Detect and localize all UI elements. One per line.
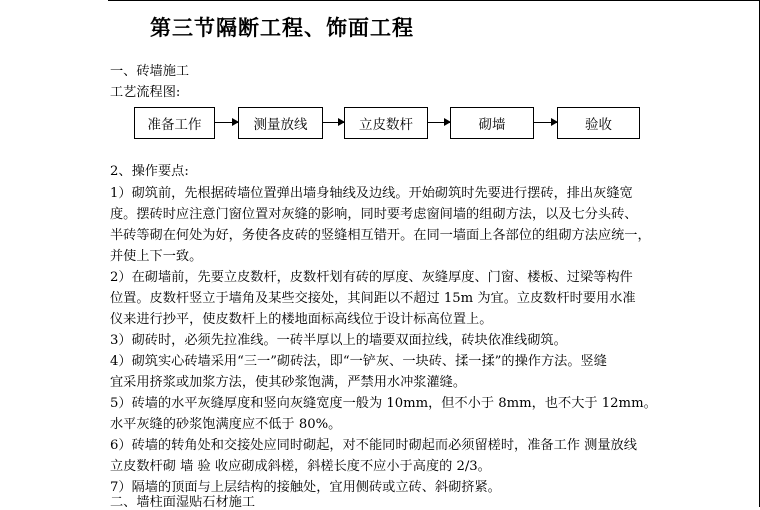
flow-chart-label: 工艺流程图: [110, 85, 181, 100]
flow-step-acceptance: 验收 [557, 107, 640, 139]
flow-arrow [534, 122, 557, 123]
text-line: 立皮数杆砌 墙 验 收应砌成斜槎，斜槎长度不应小于高度的 2/3。 [110, 459, 491, 474]
text-line: 6）砖墙的转角处和交接处应同时砌起，对不能同时砌起而必须留槎时，准备工作 测量放线 [110, 438, 637, 453]
section-heading-brick-wall: 一、砖墙施工 [110, 64, 190, 79]
text-line: 水平灰缝的砂浆饱满度应不低于 80%。 [110, 417, 342, 432]
text-line: 半砖等砌在何处为好，务使各皮砖的竖缝相互错开。在同一墙面上各部位的组砌方法应统一， [110, 228, 651, 243]
text-line: 1）砌筑前，先根据砖墙位置弹出墙身轴线及边线。开始砌筑时先要进行摆砖，排出灰缝宽 [110, 186, 633, 201]
text-line: 7）隔墙的顶面与上层结构的接触处，宜用侧砖或立砖、斜砌挤紧。 [110, 480, 501, 495]
text-line: 仪来进行抄平，使皮数杆上的楼地面标高线位于设计标高位置上。 [110, 312, 493, 327]
text-line: 5）砖墙的水平灰缝厚度和竖向灰缝宽度一般为 10mm，但不小于 8mm，也不大于 12mm。 [110, 396, 657, 411]
text-line: 2、操作要点: [110, 164, 189, 179]
flow-arrow [323, 122, 344, 123]
text-line: 度。摆砖时应注意门窗位置对灰缝的影响，同时要考虑窗间墙的组砌方法，以及七分头砖、 [110, 207, 638, 222]
text-line: 3）砌砖时，必须先拉准线。一砖半厚以上的墙要双面拉线，砖块依准线砌筑。 [110, 333, 567, 348]
page-border-top [108, 0, 760, 1]
flow-step-story-pole: 立皮数杆 [344, 107, 428, 139]
page-title: 第三节隔断工程、饰面工程 [150, 15, 414, 40]
text-line: 宜采用挤浆或加浆方法，使其砂浆饱满，严禁用水冲浆灌缝。 [110, 375, 467, 390]
text-line: 位置。皮数杆竖立于墙角及某些交接处，其间距以不超过 15m 为宜。立皮数杆时要用水准 [110, 291, 636, 306]
text-line: 2）在砌墙前，先要立皮数杆，皮数杆划有砖的厚度、灰缝厚度、门窗、楼板、过梁等构件 [110, 270, 633, 285]
flow-step-build-wall: 砌墙 [450, 107, 534, 139]
flow-arrow [215, 122, 238, 123]
flow-arrow [428, 122, 450, 123]
text-line: 并使上下一致。 [110, 249, 203, 264]
flow-step-survey: 测量放线 [238, 107, 323, 139]
text-line: 4）砌筑实心砖墙采用“三一”砌砖法，即“一铲灰、一块砖、揉一揉”的操作方法。竖缝 [110, 354, 607, 369]
section-heading-stone-cladding: 二、墙柱面湿贴石材施工 [110, 495, 256, 510]
flow-step-prepare: 准备工作 [134, 107, 215, 139]
